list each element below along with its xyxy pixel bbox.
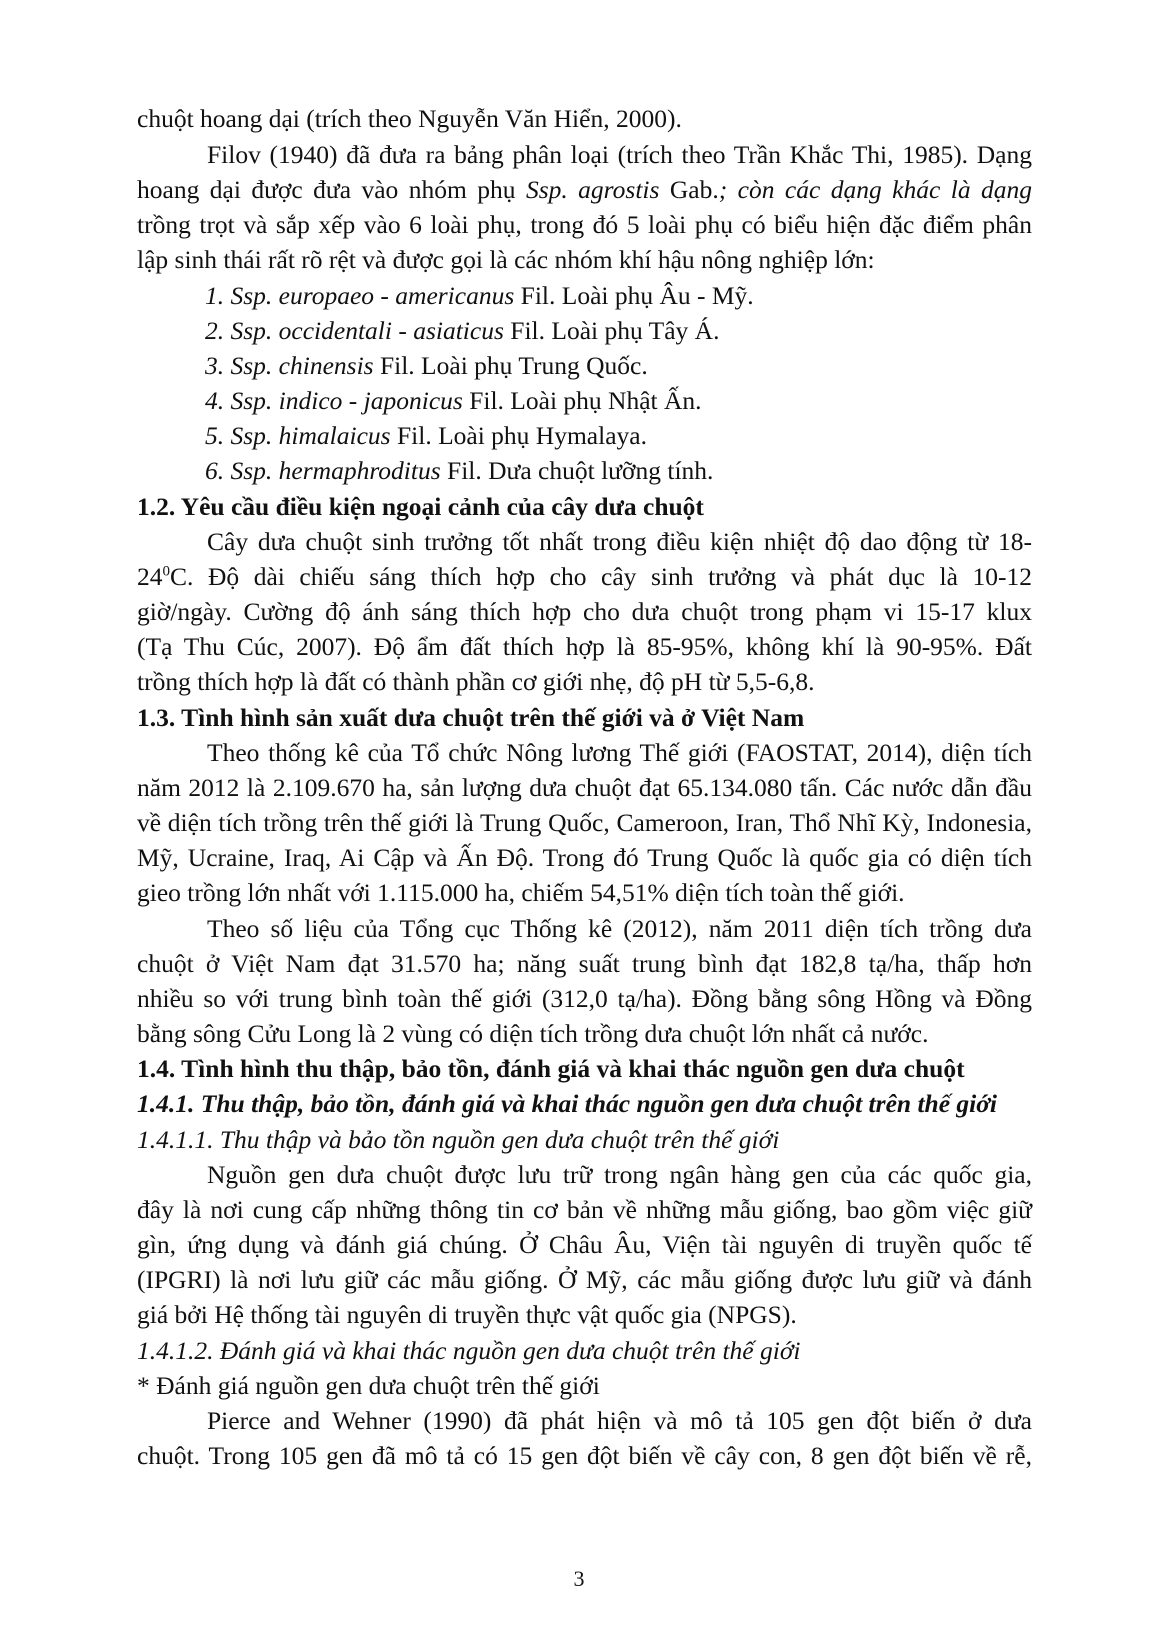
paragraph-line: Theo số liệu của Tổng cục Thống kê (2012), năm 2011 diện tích trồng dưa [207,914,1032,943]
bullet-heading: * Đánh giá nguồn gen dưa chuột trên thế giới [137,1371,600,1400]
paragraph-line: chuột hoang dại (trích theo Nguyễn Văn Hiển, 2000). [137,104,682,133]
section-heading: 1.2. Yêu cầu điều kiện ngoại cảnh của cây dưa chuột [137,492,704,521]
list-text: Fil. Loài phụ Nhật Ấn. [469,386,702,415]
list-text: Fil. Loài phụ Tây Á. [510,316,720,345]
paragraph-line [137,560,1032,594]
superscript: 0 [162,563,170,580]
list-text: Fil. Dưa chuột lưỡng tính. [447,456,714,485]
paragraph-line: (Tạ Thu Cúc, 2007). Độ ẩm đất thích hợp là 85-95%, không khí là 90-95%. Đất [137,632,1032,661]
paragraph-line: giá bởi Hệ thống tài nguyên di truyền thực vật quốc gia (NPGS). [137,1300,797,1329]
list-text: Fil. Loài phụ Trung Quốc. [379,351,648,380]
text-run: 24 [137,562,163,591]
species-name: Ssp. europaeo - americanus [230,281,515,310]
list-number: 6. [205,456,225,485]
paragraph-line: năm 2012 là 2.109.670 ha, sản lượng dưa chuột đạt 65.134.080 tấn. Các nước dẫn đầu [137,773,1032,802]
paragraph-line: Theo thống kê của Tổ chức Nông lương Thế giới (FAOSTAT, 2014), diện tích [207,738,1032,767]
list-number: 4. [205,386,225,415]
list-item [205,349,1032,383]
text-run: ; còn các dạng khác là dạng [718,175,1032,204]
species-name: Ssp. chinensis [230,351,374,380]
paragraph-line [137,173,1032,207]
paragraph-line: Pierce and Wehner (1990) đã phát hiện và mô tả 105 gen đột biến ở dưa [207,1406,1032,1435]
list-number: 2. [205,316,225,345]
list-number: 3. [205,351,225,380]
paragraph-line: gieo trồng lớn nhất với 1.115.000 ha, chiếm 54,51% diện tích toàn thế giới. [137,878,905,907]
species-name: Ssp. himalaicus [230,421,391,450]
paragraph-line: Mỹ, Ucraine, Iraq, Ai Cập và Ấn Độ. Trong đó Trung Quốc là quốc gia có diện tích [137,843,1032,872]
section-heading: 1.3. Tình hình sản xuất dưa chuột trên thế giới và ở Việt Nam [137,703,805,732]
list-item [205,384,1032,418]
paragraph-line: về diện tích trồng trên thế giới là Trung Quốc, Cameroon, Iran, Thổ Nhĩ Kỳ, Indonesia, [137,808,1032,837]
paragraph-line: bằng sông Cửu Long là 2 vùng có diện tích trồng dưa chuột lớn nhất cả nước. [137,1019,929,1048]
species-name: Ssp. hermaphroditus [230,456,441,485]
paragraph-line: giờ/ngày. Cường độ ánh sáng thích hợp cho dưa chuột trong phạm vi 15-17 klux [137,597,1032,626]
paragraph-line: Cây dưa chuột sinh trưởng tốt nhất trong điều kiện nhiệt độ dao động từ 18- [207,527,1032,556]
paragraph-line: chuột ở Việt Nam đạt 31.570 ha; năng suất trung bình đạt 182,8 tạ/ha, thấp hơn [137,949,1032,978]
subsubsection-heading: 1.4.1.1. Thu thập và bảo tồn nguồn gen dưa chuột trên thế giới [137,1125,780,1154]
list-text: Fil. Loài phụ Hymalaya. [396,421,647,450]
section-heading: 1.4. Tình hình thu thập, bảo tồn, đánh giá và khai thác nguồn gen dưa chuột [137,1054,965,1083]
list-item [205,454,1032,488]
list-number: 5. [205,421,225,450]
paragraph-line: chuột. Trong 105 gen đã mô tả có 15 gen đột biến về cây con, 8 gen đột biến về rễ, [137,1441,1032,1470]
species-name: Ssp. occidentali - asiaticus [230,316,504,345]
paragraph-line: đây là nơi cung cấp những thông tin cơ bản về những mẫu giống, bao gồm việc giữ [137,1195,1032,1224]
paragraph-line: trồng thích hợp là đất có thành phần cơ giới nhẹ, độ pH từ 5,5-6,8. [137,667,815,696]
subsection-heading: 1.4.1. Thu thập, bảo tồn, đánh giá và khai thác nguồn gen dưa chuột trên thế giới [137,1089,998,1118]
paragraph-line: nhiều so với trung bình toàn thế giới (312,0 tạ/ha). Đồng bằng sông Hồng và Đồng [137,984,1032,1013]
paragraph-line: Filov (1940) đã đưa ra bảng phân loại (trích theo Trần Khắc Thi, 1985). Dạng [207,140,1032,169]
page-number: 3 [573,1566,585,1591]
paragraph-line: lập sinh thái rất rõ rệt và được gọi là các nhóm khí hậu nông nghiệp lớn: [137,245,875,274]
list-item [205,419,1032,453]
list-number: 1. [205,281,225,310]
text-run: C. Độ dài chiếu sáng thích hợp cho cây sinh trưởng và phát dục là 10-12 [170,562,1032,591]
species-name: Ssp. agrostis [525,175,660,204]
paragraph-line: (IPGRI) là nơi lưu giữ các mẫu giống. Ở Mỹ, các mẫu giống được lưu giữ và đánh [137,1265,1032,1294]
list-item [205,314,1032,348]
paragraph-line: Nguồn gen dưa chuột được lưu trữ trong ngân hàng gen của các quốc gia, [207,1160,1032,1189]
text-run: hoang dại được đưa vào nhóm phụ [137,175,516,204]
text-run: Gab. [669,175,719,204]
paragraph-line: trồng trọt và sắp xếp vào 6 loài phụ, trong đó 5 loài phụ có biểu hiện đặc điểm phân [137,210,1032,239]
list-item [205,279,1032,313]
paragraph-line: gìn, ứng dụng và đánh giá chúng. Ở Châu Âu, Viện tài nguyên di truyền quốc tế [137,1230,1032,1259]
species-name: Ssp. indico - japonicus [230,386,463,415]
list-text: Fil. Loài phụ Âu - Mỹ. [520,281,754,310]
subsubsection-heading: 1.4.1.2. Đánh giá và khai thác nguồn gen dưa chuột trên thế giới [137,1336,801,1365]
